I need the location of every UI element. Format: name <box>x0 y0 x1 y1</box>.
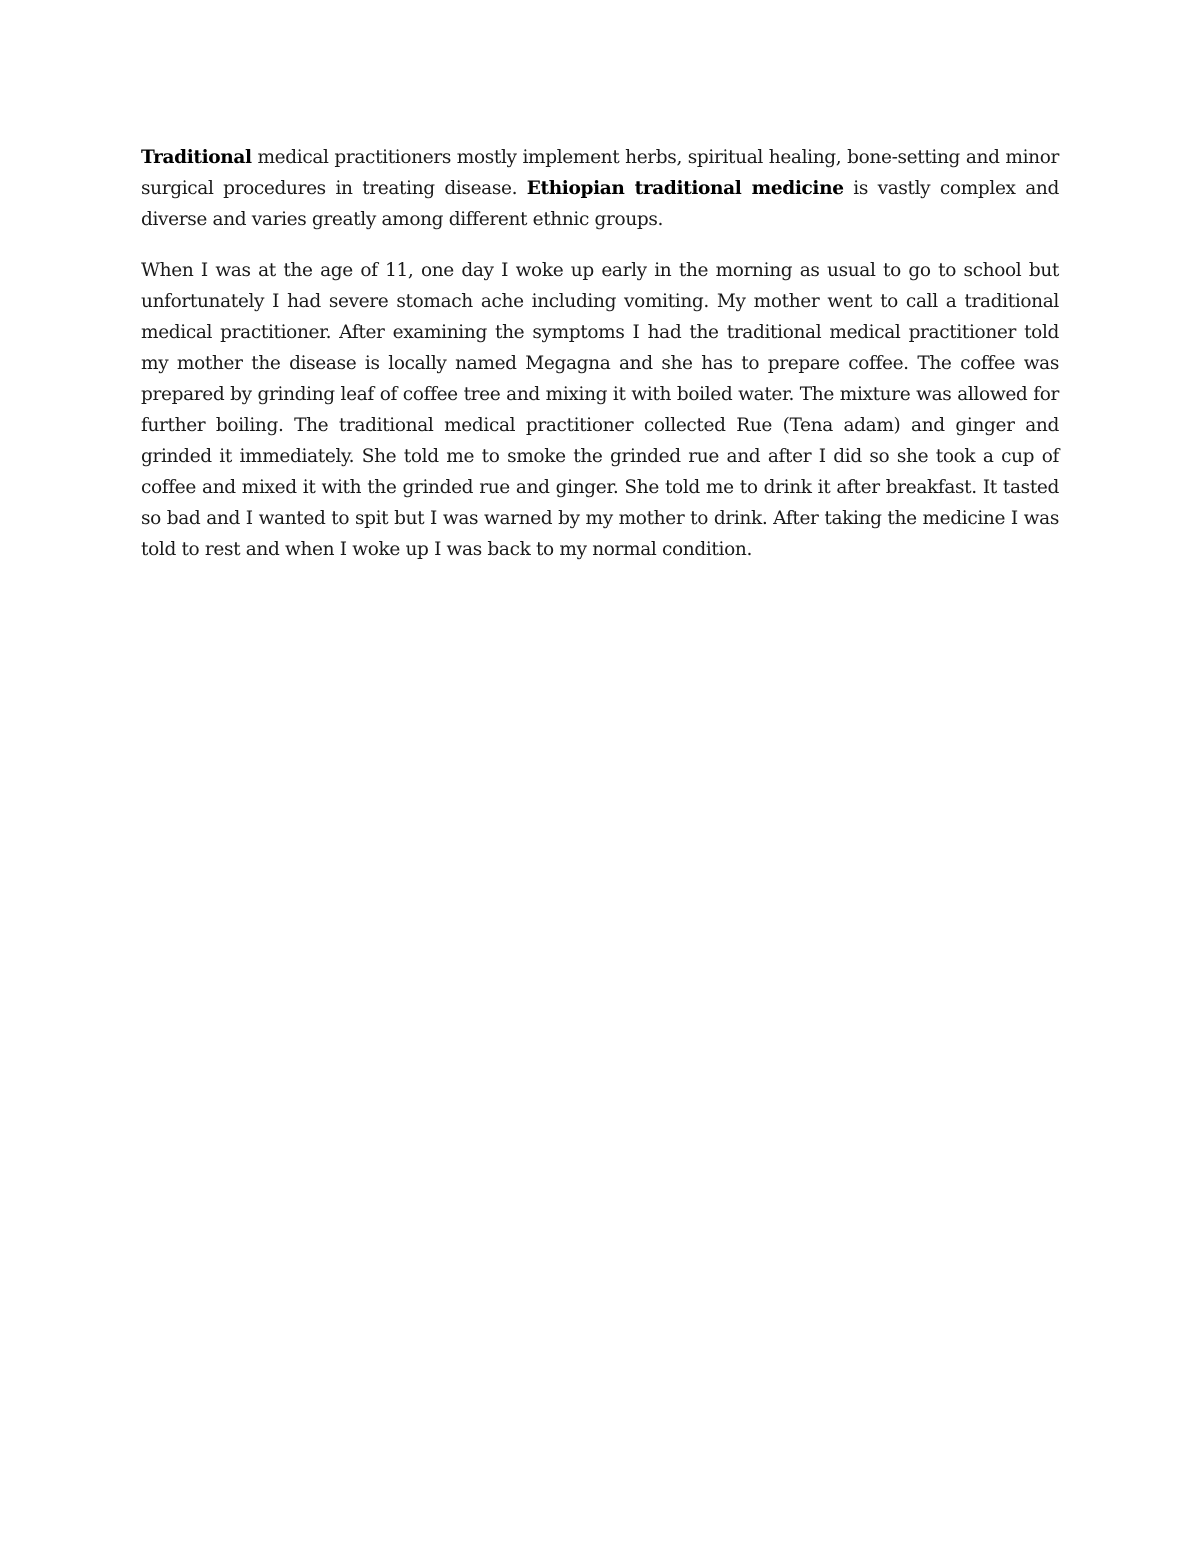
bold-term-traditional: Traditional <box>141 147 252 168</box>
paragraph-intro-text-a: medical practitioners mostly implement herbs, spiritual healing, bone-setting and minor surgical procedures in treating disease. <box>141 147 1059 199</box>
paragraph-story: When I was at the age of 11, one day I woke up early in the morning as usual to go to school but unfortunately I had severe stomach ache including vomiting. My mother went to call a traditional medical practitioner. After examining the symptoms I had the traditional medical practitioner told my mother the disease is locally named Megagna and she has to prepare coffee. The coffee was prepared by grinding leaf of coffee tree and mixing it with boiled water. The mixture was allowed for further boiling. The traditional medical practitioner collected Rue (Tena adam) and ginger and grinded it immediately. She told me to smoke the grinded rue and after I did so she took a cup of coffee and mixed it with the grinded rue and ginger. She told me to drink it after breakfast. It tasted so bad and I wanted to spit but I was warned by my mother to drink. After taking the medicine I was told to rest and when I woke up I was back to my normal condition. <box>141 260 1059 560</box>
paragraph-intro-text-b: is vastly complex and diverse and varies greatly among different ethnic groups. <box>141 178 1059 230</box>
paragraph-intro <box>141 142 1059 235</box>
document-body <box>141 142 1059 585</box>
bold-term-ethiopian-traditional-medicine: Ethiopian traditional medicine <box>526 178 844 199</box>
